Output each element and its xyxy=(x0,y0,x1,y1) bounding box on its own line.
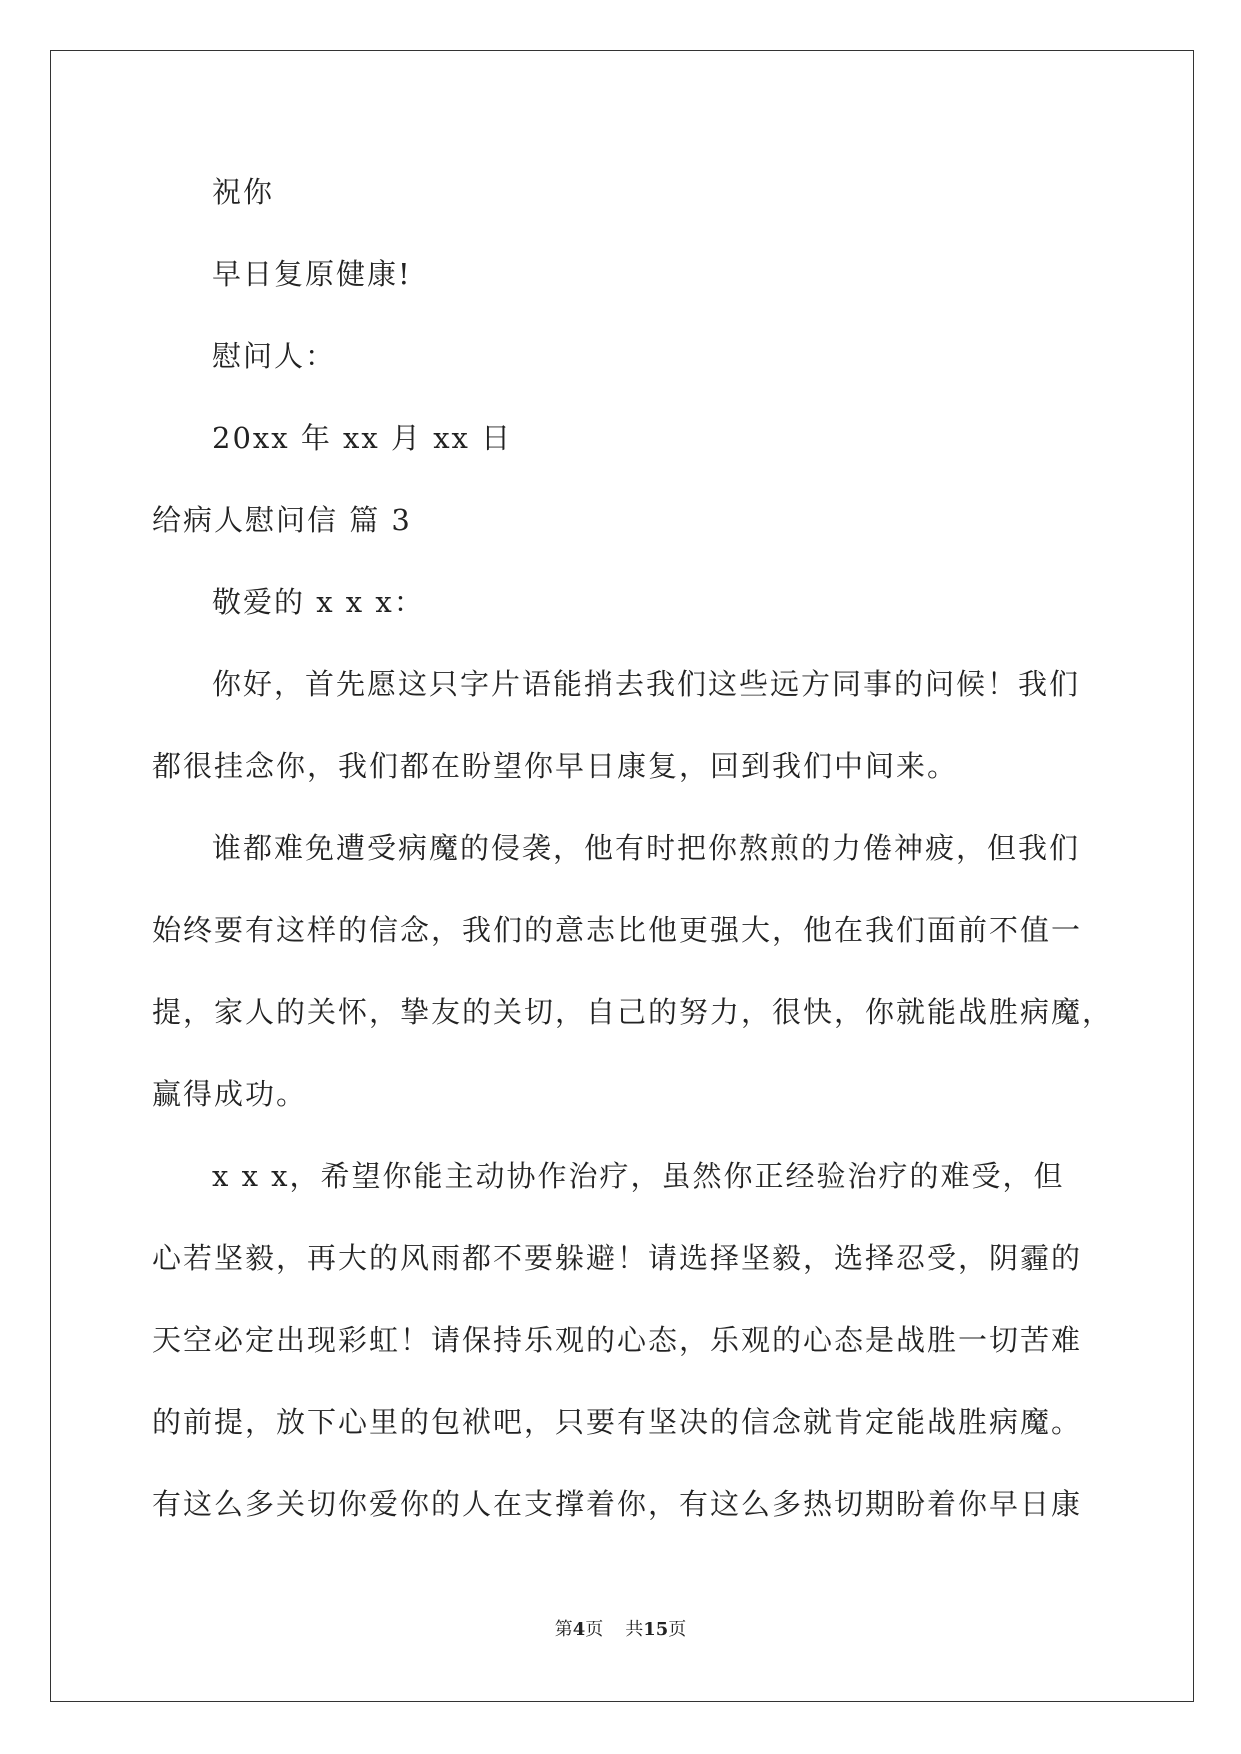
total-pages: 15 xyxy=(643,1619,669,1640)
section-heading: 给病人慰问信 篇 3 xyxy=(152,503,412,537)
body-line: 你好，首先愿这只字片语能捎去我们这些远方同事的问候！我们 xyxy=(212,667,1081,701)
body-line: x x x，希望你能主动协作治疗，虽然你正经验治疗的难受，但 xyxy=(212,1159,1065,1193)
body-line: 的前提，放下心里的包袱吧，只要有坚决的信念就肯定能战胜病魔。 xyxy=(152,1405,1083,1439)
page-border xyxy=(50,50,1194,1702)
body-line: 天空必定出现彩虹！请保持乐观的心态，乐观的心态是战胜一切苦难 xyxy=(152,1323,1083,1357)
body-line: 始终要有这样的信念，我们的意志比他更强大，他在我们面前不值一 xyxy=(152,913,1083,947)
body-line: 有这么多关切你爱你的人在支撑着你，有这么多热切期盼着你早日康 xyxy=(152,1487,1083,1521)
body-line: 谁都难免遭受病魔的侵袭，他有时把你熬煎的力倦神疲，但我们 xyxy=(212,831,1081,865)
body-line: 提，家人的关怀，挚友的关切，自己的努力，很快，你就能战胜病魔， xyxy=(152,995,1114,1029)
page-footer xyxy=(0,1618,1241,1642)
date-line: 20xx 年 xx 月 xx 日 xyxy=(212,421,513,455)
total-prefix: 共 xyxy=(625,1619,644,1640)
body-line: 心若坚毅，再大的风雨都不要躲避！请选择坚毅，选择忍受，阴霾的 xyxy=(152,1241,1083,1275)
closing-wish: 祝你 xyxy=(212,175,275,209)
body-line: 都很挂念你，我们都在盼望你早日康复，回到我们中间来。 xyxy=(152,749,959,783)
page-suffix: 页 xyxy=(585,1619,604,1640)
page-number: 4 xyxy=(572,1619,586,1640)
closing-wish-text: 早日复原健康! xyxy=(212,257,412,291)
page-prefix: 第 xyxy=(554,1619,573,1640)
body-line: 赢得成功。 xyxy=(152,1077,308,1111)
total-suffix: 页 xyxy=(668,1619,687,1640)
signer-label: 慰问人： xyxy=(212,339,337,373)
salutation: 敬爱的 x x x： xyxy=(212,585,425,619)
